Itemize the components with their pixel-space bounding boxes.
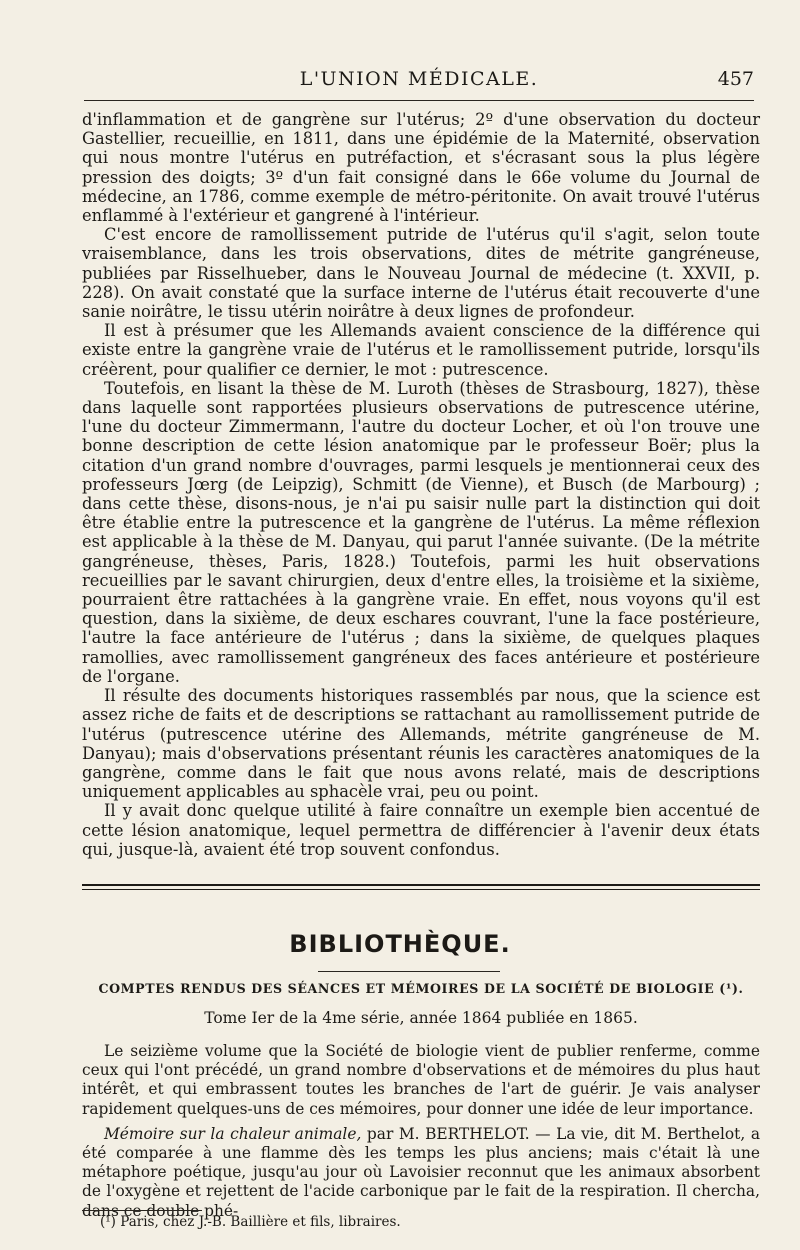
article-body	[82, 110, 760, 859]
paragraph	[82, 1125, 760, 1221]
section-divider	[82, 884, 760, 890]
section-title: BIBLIOTHÈQUE.	[289, 930, 511, 958]
paragraph: d'inflammation et de gangrène sur l'utérus; 2º d'une observation du docteur Gastellier, recueillie, en 1811, dans une épidémie de la Maternité, observation qui nous montre l'utérus en putréfaction, et s'écrasant sous la plus légère pression des doigts; 3º d'un fait consigné dans le 66e volume du Journal de médecine, an 1786, comme exemple de métro-péritonite. On avait trouvé l'utérus enflammé à l'extérieur et gangrené à l'intérieur.	[82, 110, 760, 226]
page-header	[84, 64, 754, 98]
paragraph: Il est à présumer que les Allemands avaient conscience de la différence qui existe entre la gangrène vraie de l'utérus et le ramollissement putride, lorsqu'ils créèrent, pour qualifier ce dernier, le mot : putrescence.	[82, 321, 760, 379]
header-rule	[84, 100, 754, 101]
subsection-heading: COMPTES RENDUS DES SÉANCES ET MÉMOIRES DE LA SOCIÉTÉ DE BIOLOGIE (¹).	[98, 981, 744, 996]
footnote-rule	[82, 1210, 202, 1211]
paragraph: Il résulte des documents historiques rassemblés par nous, que la science est assez riche de faits et de descriptions se rattachant au ramollissement putride de l'utérus (putrescence utérine des Allemands, métrite gangréneuse de M. Danyau); mais d'observations présentant réunis les caractères anatomiques de la gangrène, comme dans le fait que nous avons relaté, mais de descriptions uniquement applicables au sphacèle vrai, peu ou point.	[82, 686, 760, 802]
memoir-text: par M. BERTHELOT. — La vie, dit M. Berthelot, a été comparée à une flamme dès les temps les plus anciens; mais c'était là une métaphore poétique, jusqu'au jour où Lavoisier reconnut que les animaux absorbent de l'oxygène et rejettent de l'acide carbonique par le fait de la respiration. Il chercha, dans ce double phé-	[82, 1124, 760, 1220]
review-body	[82, 1042, 760, 1227]
page-number: 457	[717, 68, 754, 90]
title-underline	[318, 971, 500, 972]
memoir-title: Mémoire sur la chaleur animale,	[104, 1124, 362, 1143]
running-title: L'UNION MÉDICALE.	[299, 68, 539, 90]
paragraph: Toutefois, en lisant la thèse de M. Luroth (thèses de Strasbourg, 1827), thèse dans laquelle sont rapportées plusieurs observations de putrescence utérine, l'une du docteur Zimmermann, l'autre du docteur Locher, et où l'on trouve une bonne description de cette lésion anatomique par le professeur Boër; plus la citation d'un grand nombre d'ouvrages, parmi lesquels je mentionnerai ceux des professeurs Jœrg (de Leipzig), Schmitt (de Vienne), et Busch (de Marbourg) ; dans cette thèse, disons-nous, je n'ai pu saisir nulle part la distinction qui doit être établie entre la putrescence et la gangrène de l'utérus. La même réflexion est applicable à la thèse de M. Danyau, qui parut l'année suivante. (De la métrite gangréneuse, thèses, Paris, 1828.) Toutefois, parmi les huit observations recueillies par le savant chirurgien, deux d'entre elles, la troisième et la sixième, pourraient être rattachées à la gangrène vraie. En effet, nous voyons qu'il est question, dans la sixième, de deux eschares couvrant, l'une la face postérieure, l'autre la face antérieure de l'utérus ; dans la sixième, de quelques plaques ramollies, avec ramollissement gangréneux des faces antérieure et postérieure de l'organe.	[82, 378, 760, 686]
footnote: (¹) Paris, chez J.-B. Baillière et fils, libraires.	[100, 1214, 401, 1230]
paragraph: Il y avait donc quelque utilité à faire connaître un exemple bien accentué de cette lésion anatomique, lequel permettra de différencier à l'avenir deux états qui, jusque-là, avaient été trop souvent confondus.	[82, 801, 760, 859]
paragraph: C'est encore de ramollissement putride de l'utérus qu'il s'agit, selon toute vraisemblance, dans les trois observations, dites de métrite gangréneuse, publiées par Risselhueber, dans le Nouveau Journal de médecine (t. XXVII, p. 228). On avait constaté que la surface interne de l'utérus était recouverte d'une sanie noirâtre, le tissu utérin noirâtre à deux lignes de profondeur.	[82, 225, 760, 322]
paragraph: Le seizième volume que la Société de biologie vient de publier renferme, comme ceux qui l'ont précédé, un grand nombre d'observations et de mémoires du plus haut intérêt, et qui embrassent toutes les branches de l'art de guérir. Je vais analyser rapidement quelques-uns de ces mémoires, pour donner une idée de leur importance.	[82, 1042, 760, 1118]
series-line: Tome Ier de la 4me série, année 1864 publiée en 1865.	[204, 1009, 638, 1027]
